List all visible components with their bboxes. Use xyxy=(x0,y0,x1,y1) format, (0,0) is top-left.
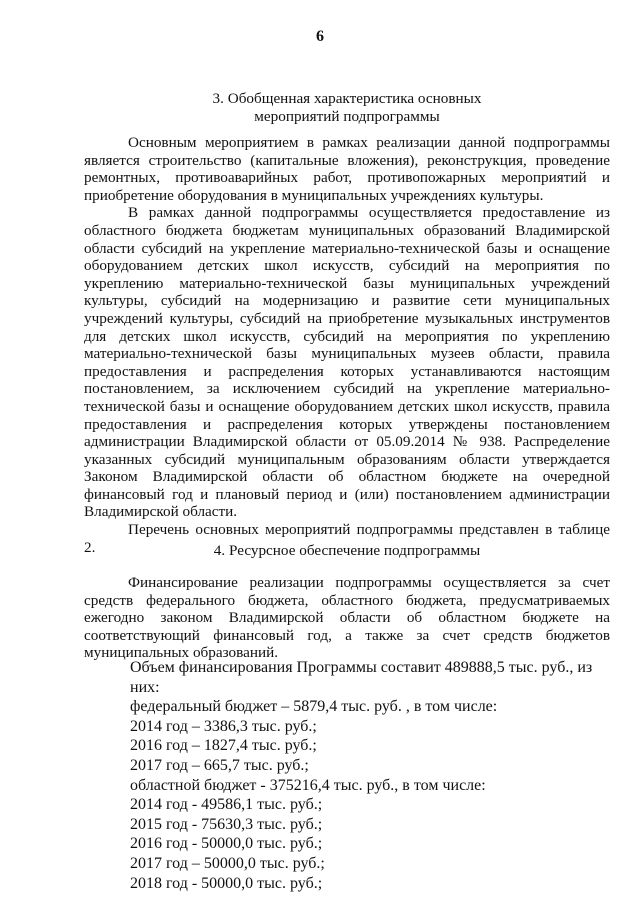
section-3-title-line-2: мероприятий подпрограммы xyxy=(254,108,440,125)
budget-line: 2016 год - 50000,0 тыс. руб.; xyxy=(130,835,323,853)
budget-line: 2014 год – 3386,3 тыс. руб.; xyxy=(130,717,317,735)
section-4-body xyxy=(84,574,610,662)
section-4-paragraph: Финансирование реализации подпрограммы осуществляется за счет средств федерального бюджета, областного бюджета, предусматриваемых ежегодно законом Владимирской области об областном бюджете на соответствующий финансовый год, а также за счет средств бюджетов муниципальных образований. xyxy=(84,574,610,662)
page-number: 6 xyxy=(316,28,324,45)
budget-line: 2015 год - 75630,3 тыс. руб.; xyxy=(130,815,323,833)
section-3-body xyxy=(84,134,610,556)
budget-line: 2018 год - 50000,0 тыс. руб.; xyxy=(130,874,323,892)
budget-line: 2016 год – 1827,4 тыс. руб.; xyxy=(130,737,317,755)
section-4-title: 4. Ресурсное обеспечение подпрограммы xyxy=(213,542,481,559)
budget-line: федеральный бюджет – 5879,4 тыс. руб. , в том числе: xyxy=(130,698,498,716)
section-3-title-line-1: 3. Обобщенная характеристика основных xyxy=(212,90,482,107)
section-3-paragraph-1: Основным мероприятием в рамках реализации данной подпрограммы является строительство (капитальные вложения), реконструкция, проведение ремонтных, противоаварийных работ, противопожарных мероприятий и приобретение оборудования в муниципальных учреждениях культуры. xyxy=(84,134,610,204)
budget-line: Объем финансирования Программы составит 489888,5 тыс. руб., из них: xyxy=(130,659,593,696)
budget-line: 2017 год – 665,7 тыс. руб.; xyxy=(130,756,309,774)
budget-line: областной бюджет - 375216,4 тыс. руб., в том числе: xyxy=(130,776,486,794)
section-4-heading xyxy=(84,542,610,560)
budget-line: 2017 год – 50000,0 тыс. руб.; xyxy=(130,854,325,872)
budget-lines xyxy=(84,658,610,893)
budget-line: 2014 год - 49586,1 тыс. руб.; xyxy=(130,796,323,814)
section-3-heading xyxy=(84,90,610,126)
section-3-paragraph-3: Перечень основных мероприятий подпрограммы представлен в таблице 2. xyxy=(84,521,610,556)
section-3-paragraph-2: В рамках данной подпрограммы осуществляется предоставление из областного бюджета бюджетам муниципальных образований Владимирской области субсидий на укрепление материально-технической базы и оснащение оборудованием детских школ искусств, субсидий на мероприятия по укреплению материально-технической базы муниципальных учреждений культуры, субсидий на модернизацию и развитие сети муниципальных учреждений культуры, субсидий на приобретение музыкальных инструментов для детских школ искусств, субсидий на мероприятия по укреплению материально-технической базы муниципальных музеев области, правила предоставления и распределения которых устанавливаются настоящим постановлением, за исключением субсидий на укрепление материально-технической базы и оснащение оборудованием детских школ искусств, правила предоставления и распределения которых утверждены постановлением администрации Владимирской области от 05.09.2014 № 938. Распределение указанных субсидий муниципальным образованиям области утверждается Законом Владимирской области об областном бюджете на очередной финансовый год и плановый период и (или) постановлением администрации Владимирской области. xyxy=(84,204,610,521)
